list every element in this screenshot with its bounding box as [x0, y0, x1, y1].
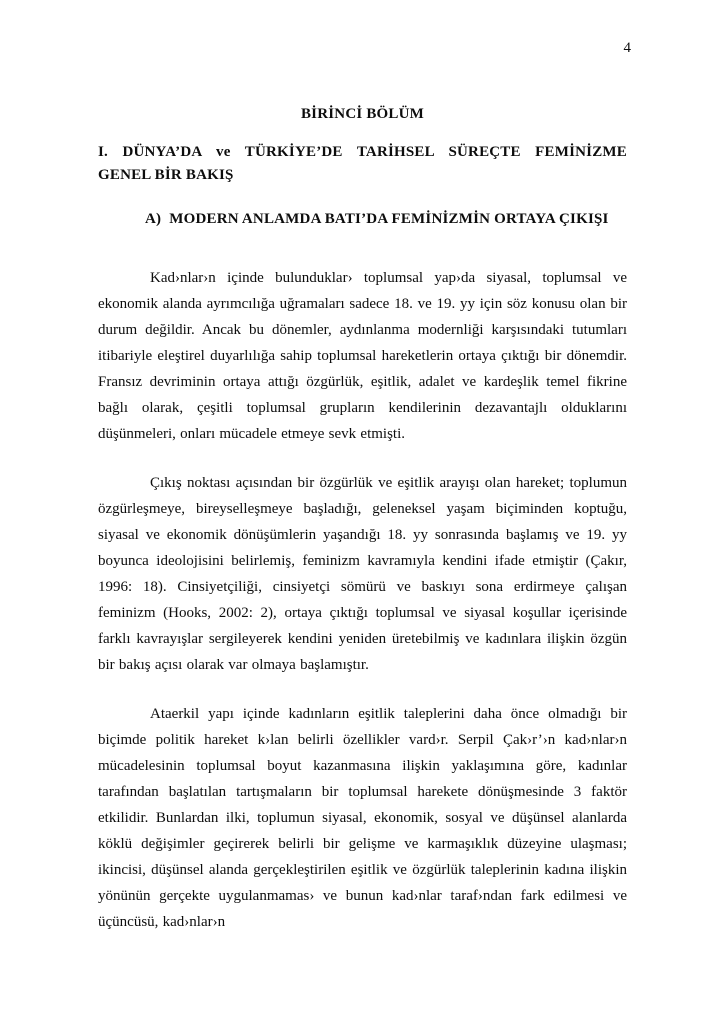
section-heading-line-2: GENEL BİR BAKIŞ [98, 167, 234, 183]
subsection-heading [98, 209, 627, 229]
paragraph-2: Çıkış noktası açısından bir özgürlük ve eşitlik arayışı olan hareket; toplumun özgürleşmeye, bireyselleşmeye başladığı, geleneksel yaşam biçiminden koptuğu, siyasal ve ekonomik dönüşümlerin yaşandığı 18. yy sonrasında başlamış ve 19. yy boyunca ideolojisini belirlemiş, feminizm kavramıyla kendini ifade etmiştir (Çakır, 1996: 18). Cinsiyetçiliği, cinsiyetçi sömürü ve baskıyı sona erdirmeye çalışan feminizm (Hooks, 2002: 2), ortaya çıktığı toplumsal ve siyasal koşullar içerisinde farklı kavrayışlar sergileyerek kendini yeniden üretebilmiş ve kadınlara ilişkin özgün bir bakış açısı olarak var olmaya başlamıştır. [98, 475, 627, 673]
section-heading [98, 141, 627, 187]
body-text [98, 265, 627, 935]
chapter-title: BİRİNCİ BÖLÜM [300, 106, 425, 122]
page-number: 4 [623, 40, 631, 56]
paragraph-1: Kad›nlar›n içinde bulunduklar› toplumsal yap›da siyasal, toplumsal ve ekonomik alanda ayrımcılığa uğramaları sadece 18. ve 19. yy için söz konusu olan bir durum değildir. Ancak bu dönemler, aydınlanma modernliği karşısındaki tutumları itibariyle eleştirel duyarlılığa sahip toplumsal hareketlerin ortaya çıktığı bir dönemdir. Fransız devriminin ortaya attığı özgürlük, eşitlik, adalet ve kardeşlik temel fikrine bağlı olarak, çeşitli toplumsal grupların kendilerinin dezavantajlı olduklarını düşünmeleri, onları mücadele etmeye sevk etmişti. [98, 270, 627, 442]
subsection-title: MODERN ANLAMDA BATI’DA FEMİNİZMİN ORTAYA ÇIKIŞI [169, 211, 609, 227]
subsection-marker: A) [145, 211, 162, 227]
section-heading-line-1: I. DÜNYA’DA ve TÜRKİYE’DE TARİHSEL SÜREÇTE FEMİNİZME [98, 144, 627, 160]
paragraph-3: Ataerkil yapı içinde kadınların eşitlik taleplerini daha önce olmadığı bir biçimde politik hareket k›lan belirli özellikler vard›r. Serpil Çak›r’›n kad›nlar›n mücadelesinin toplumsal boyut kazanmasına ilişkin yaklaşımına göre, kadınlar tarafından başlatılan tartışmaların bir toplumsal harekete dönüşmesinde 3 faktör etkilidir. Bunlardan ilki, toplumun siyasal, ekonomik, sosyal ve düşünsel alanlarda köklü değişimler geçirerek belirli bir gelişme ve karmaşıklık düzeyine ulaşması; ikincisi, düşünsel alanda gerçekleştirilen eşitlik ve özgürlük taleplerinin kadına ilişkin yönünün gerçekte uygulanmamas› ve bunun kad›nlar taraf›ndan fark edilmesi ve üçüncüsü, kad›nlar›n [98, 706, 627, 930]
